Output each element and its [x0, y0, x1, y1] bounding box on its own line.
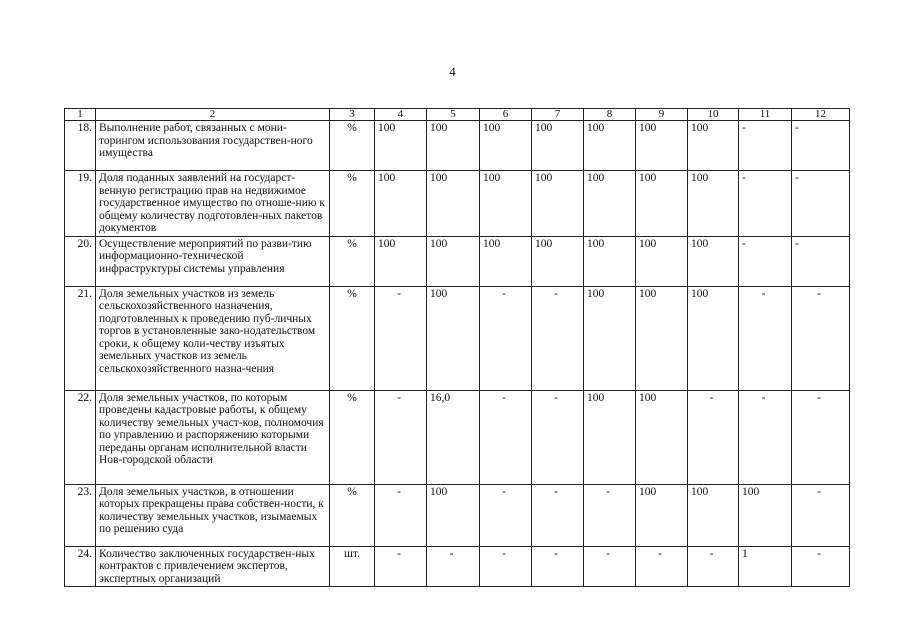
value-cell: 100 [532, 171, 584, 237]
value-cell: 100 [480, 121, 532, 171]
value-cell: 100 [636, 390, 688, 484]
value-cell: - [739, 286, 792, 390]
value-cell: - [480, 484, 532, 546]
value-cell: - [739, 390, 792, 484]
value-cell: - [427, 546, 480, 587]
value-cell: - [532, 390, 584, 484]
row-unit: % [330, 286, 375, 390]
table-row [65, 286, 850, 390]
row-number: 23. [65, 484, 96, 546]
value-cell: 100 [584, 121, 636, 171]
row-unit: % [330, 484, 375, 546]
column-header: 8 [584, 109, 636, 121]
value-cell: 100 [688, 171, 739, 237]
value-cell: 100 [427, 484, 480, 546]
value-cell: - [584, 484, 636, 546]
row-description: Доля земельных участков из земель сельскохозяйственного назначения, подготовленных к проведению пуб-личных торгов в установленные зако-нодательством сроки, к общему коли-честву изъятых земельных участков из земель сельскохозяйственного назна-чения [96, 286, 330, 390]
value-cell: - [688, 390, 739, 484]
indicators-table [64, 108, 850, 587]
column-header: 11 [739, 109, 792, 121]
column-header: 10 [688, 109, 739, 121]
row-description: Выполнение работ, связанных с мони-торингом использования государствен-ного имущества [96, 121, 330, 171]
value-cell: 100 [532, 121, 584, 171]
row-description: Доля поданных заявлений на государст-венную регистрацию прав на недвижимое государственное имущество по отноше-нию к общему количеству подготовлен-ных пакетов документов [96, 171, 330, 237]
value-cell: - [739, 121, 792, 171]
value-cell: 100 [427, 171, 480, 237]
value-cell: - [792, 546, 850, 587]
table-row [65, 236, 850, 286]
value-cell: - [739, 171, 792, 237]
value-cell: 100 [480, 236, 532, 286]
value-cell: - [480, 286, 532, 390]
row-number: 24. [65, 546, 96, 587]
row-unit: шт. [330, 546, 375, 587]
column-header: 3 [330, 109, 375, 121]
value-cell: 16,0 [427, 390, 480, 484]
row-unit: % [330, 390, 375, 484]
value-cell: 100 [532, 236, 584, 286]
value-cell: 100 [688, 484, 739, 546]
value-cell: - [375, 484, 427, 546]
value-cell: 100 [375, 236, 427, 286]
table-row [65, 121, 850, 171]
value-cell: 100 [584, 390, 636, 484]
value-cell: 100 [636, 171, 688, 237]
table-body [65, 109, 850, 587]
row-unit: % [330, 236, 375, 286]
value-cell: - [792, 286, 850, 390]
value-cell: - [792, 121, 850, 171]
value-cell: - [792, 390, 850, 484]
value-cell: - [480, 390, 532, 484]
value-cell: 100 [427, 286, 480, 390]
value-cell: 100 [688, 236, 739, 286]
column-header: 5 [427, 109, 480, 121]
column-header: 9 [636, 109, 688, 121]
value-cell: 100 [636, 121, 688, 171]
table-row [65, 546, 850, 587]
value-cell: - [375, 546, 427, 587]
row-description: Осуществление мероприятий по разви-тию информационно-технической инфраструктуры системы управления [96, 236, 330, 286]
value-cell: 100 [688, 286, 739, 390]
value-cell: - [532, 484, 584, 546]
row-description: Доля земельных участков, в отношении которых прекращены права собствен-ности, к количеству земельных участков, изымаемых по решению суда [96, 484, 330, 546]
value-cell: 100 [636, 484, 688, 546]
value-cell: - [792, 171, 850, 237]
row-description: Количество заключенных государствен-ных контрактов с привлечением экспертов, экспертных организаций [96, 546, 330, 587]
value-cell: - [532, 546, 584, 587]
value-cell: 100 [584, 171, 636, 237]
value-cell: 100 [688, 121, 739, 171]
page-number: 4 [449, 64, 456, 79]
row-description: Доля земельных участков, по которым проведены кадастровые работы, к общему количеству земельных участ-ков, полномочия по управлению и распоряжению которыми переданы органам исполнительной власти Нов-городской области [96, 390, 330, 484]
column-header: 1 [65, 109, 96, 121]
value-cell: 100 [427, 121, 480, 171]
column-header: 2 [96, 109, 330, 121]
value-cell: - [532, 286, 584, 390]
value-cell: 100 [375, 171, 427, 237]
value-cell: 100 [636, 236, 688, 286]
value-cell: - [375, 390, 427, 484]
value-cell: 1 [739, 546, 792, 587]
row-unit: % [330, 171, 375, 237]
value-cell: - [480, 546, 532, 587]
value-cell: 100 [584, 236, 636, 286]
row-number: 21. [65, 286, 96, 390]
value-cell: - [688, 546, 739, 587]
table-row [65, 390, 850, 484]
value-cell: 100 [375, 121, 427, 171]
column-header: 4 [375, 109, 427, 121]
column-header: 6 [480, 109, 532, 121]
value-cell: 100 [427, 236, 480, 286]
value-cell: 100 [584, 286, 636, 390]
value-cell: - [792, 236, 850, 286]
value-cell: 100 [480, 171, 532, 237]
column-header: 7 [532, 109, 584, 121]
row-unit: % [330, 121, 375, 171]
row-number: 20. [65, 236, 96, 286]
value-cell: - [375, 286, 427, 390]
value-cell: - [584, 546, 636, 587]
row-number: 22. [65, 390, 96, 484]
value-cell: 100 [739, 484, 792, 546]
row-number: 18. [65, 121, 96, 171]
column-header: 12 [792, 109, 850, 121]
value-cell: 100 [636, 286, 688, 390]
value-cell: - [636, 546, 688, 587]
value-cell: - [739, 236, 792, 286]
row-number: 19. [65, 171, 96, 237]
value-cell: - [792, 484, 850, 546]
table-row [65, 484, 850, 546]
table-row [65, 171, 850, 237]
table-header-row [65, 109, 850, 121]
